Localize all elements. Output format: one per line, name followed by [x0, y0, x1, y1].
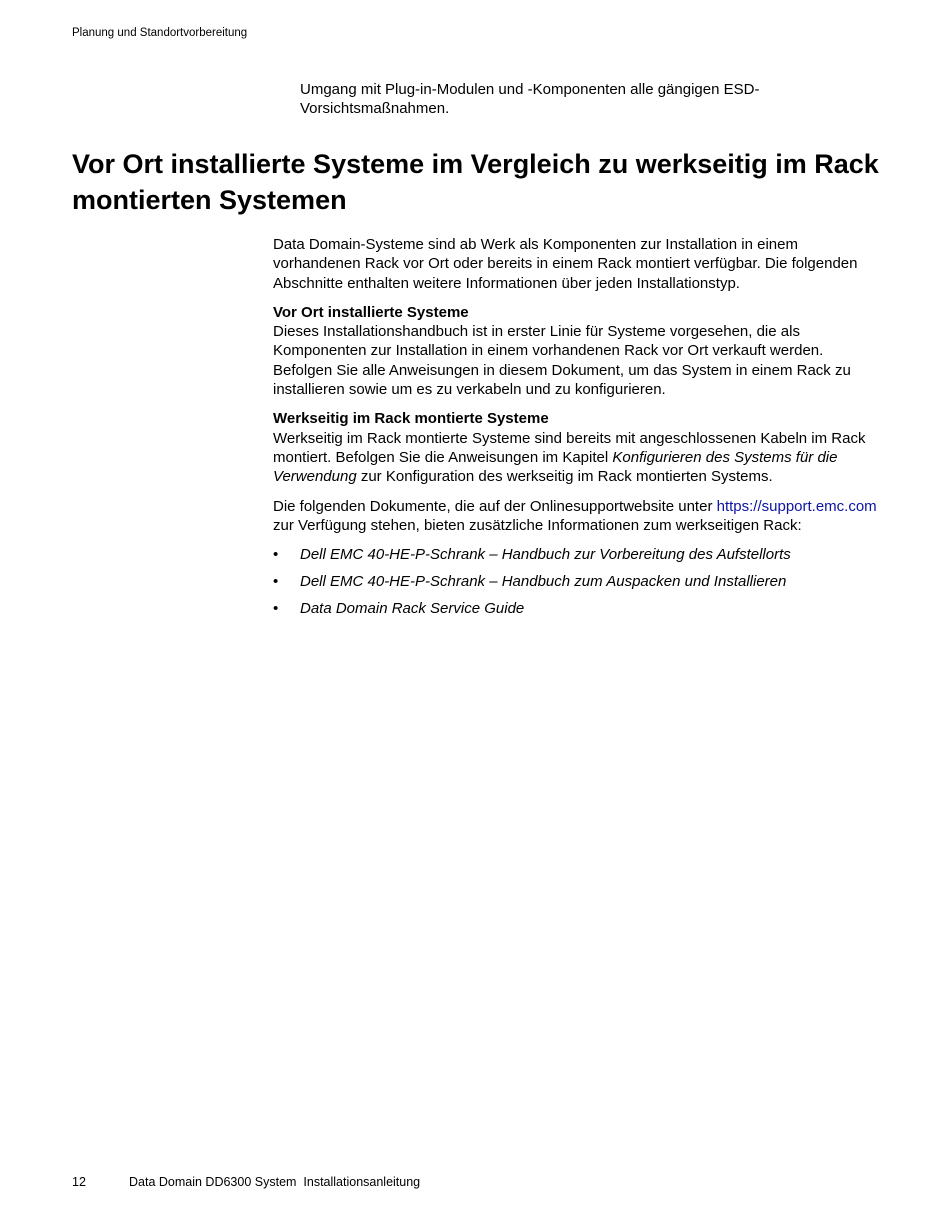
running-header: Planung und Standortvorbereitung — [72, 27, 248, 39]
onsite-block — [273, 303, 878, 399]
onsite-heading: Vor Ort installierte Systeme — [273, 303, 469, 321]
factory-text-start: Werkseitig im Rack montierte Systeme sind bereits mit angeschlossenen Kabeln im Rack montiert. Befolgen Sie die Anweisungen im Kapitel — [273, 429, 866, 466]
document-title: Dell EMC 40-HE-P-Schrank – Handbuch zum Auspacken und Installieren — [300, 573, 787, 591]
document-list — [273, 545, 878, 618]
onsite-text: Dieses Installationshandbuch ist in erster Linie für Systeme vorgesehen, die als Komponenten zur Installation in einem vorhandenen Rack vor Ort verkauft werden. Befolgen Sie alle Anweisungen in diesem Dokument, um das System in einem Rack zu installieren sowie um es zu verkabeln und zu konfigurieren. — [273, 323, 851, 399]
documents-text-start: Die folgenden Dokumente, die auf der Onlinesupportwebsite unter — [273, 497, 717, 515]
list-item — [273, 599, 878, 618]
intro-paragraph: Data Domain-Systeme sind ab Werk als Komponenten zur Installation in einem vorhandenen Rack vor Ort oder bereits in einem Rack montiert verfügbar. Die folgenden Abschnitte enthalten weitere Informationen über jeden Installationstyp. — [273, 236, 858, 292]
page-footer — [72, 1174, 420, 1190]
list-item — [273, 545, 878, 564]
footer-product: Data Domain DD6300 System — [129, 1175, 297, 1189]
factory-text-end: zur Konfiguration des werkseitig im Rack montierten Systems. — [356, 468, 773, 486]
list-item — [273, 572, 878, 591]
document-title: Data Domain Rack Service Guide — [300, 600, 525, 618]
support-link[interactable]: https://support.emc.com — [716, 497, 877, 515]
bullet-icon: • — [273, 600, 279, 618]
bullet-icon: • — [273, 546, 279, 564]
document-title: Dell EMC 40-HE-P-Schrank – Handbuch zur Vorbereitung des Aufstellorts — [300, 546, 791, 564]
footer-doc-type: Installationsanleitung — [303, 1175, 421, 1189]
section-title: Vor Ort installierte Systeme im Vergleich zu werkseitig im Rack montierten Systemen — [72, 149, 879, 215]
continuation-paragraph: Umgang mit Plug-in-Modulen und -Komponenten alle gängigen ESD-Vorsichtsmaßnahmen. — [300, 81, 760, 117]
factory-heading: Werkseitig im Rack montierte Systeme — [273, 410, 549, 428]
factory-block — [273, 409, 878, 486]
chapter-reference: Konfigurieren des Systems für die Verwendung — [273, 448, 838, 486]
section-body — [273, 235, 878, 626]
bullet-icon: • — [273, 573, 279, 591]
page-number: 12 — [72, 1175, 86, 1189]
documents-paragraph — [273, 497, 878, 536]
documents-text-end: zur Verfügung stehen, bieten zusätzliche Informationen zum werkseitigen Rack: — [273, 516, 802, 534]
